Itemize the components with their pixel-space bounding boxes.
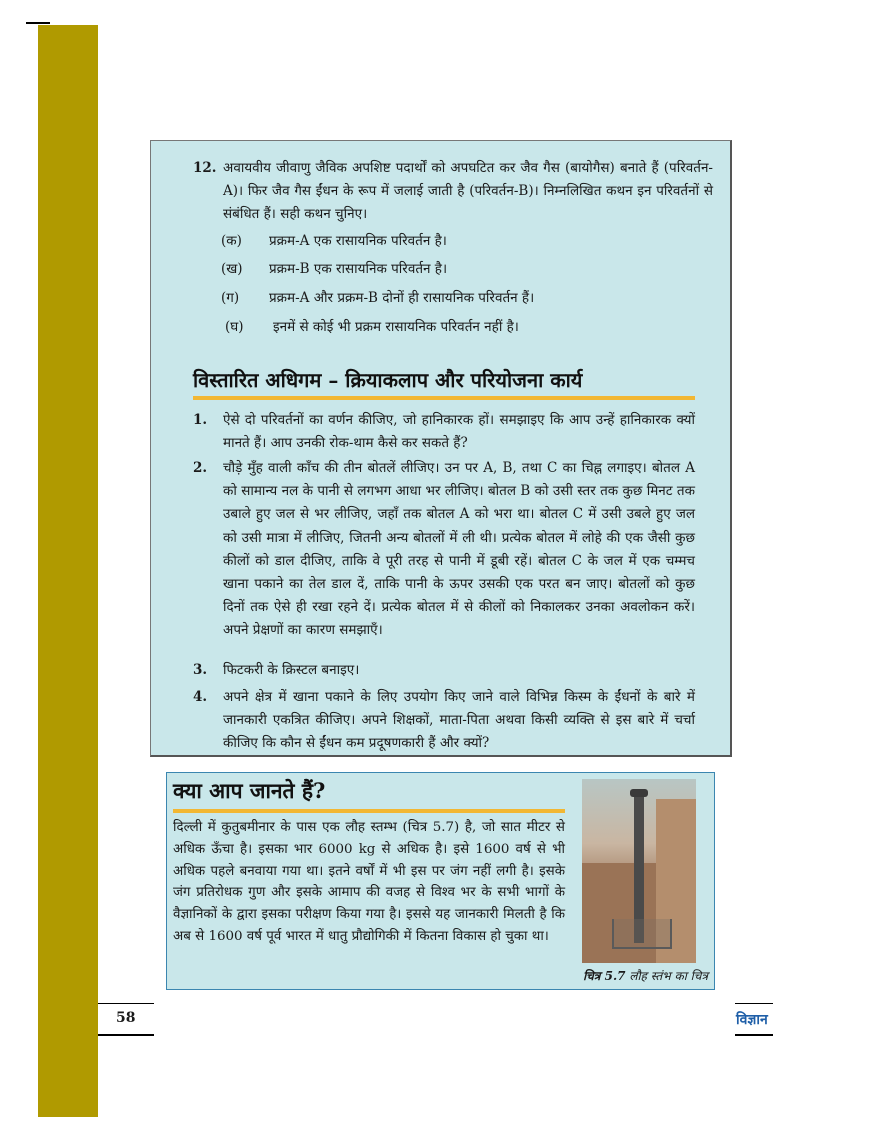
activity-item-2 [193, 457, 695, 643]
item-text: अपने क्षेत्र में खाना पकाने के लिए उपयोग किए जाने वाले विभिन्न किस्म के ईंधनों के बारे में जानकारी एकत्रित कीजिए। अपने शिक्षकों, माता-पिता अथवा किसी व्यक्ति से इस बारे में चर्चा कीजिए कि कौन से ईंधन कम प्रदूषणकारी हैं और क्यों? [223, 689, 695, 752]
option-text: प्रक्रम-A और प्रक्रम-B दोनों ही रासायनिक परिवर्तन हैं। [269, 290, 535, 306]
activity-item-1 [193, 409, 695, 455]
footer-rule-left-bottom [98, 1034, 154, 1036]
footer-rule-right-top [735, 1003, 773, 1004]
option-ka [221, 231, 447, 251]
figure-caption-label: चित्र 5.7 [583, 969, 626, 983]
figure-caption [583, 967, 708, 984]
item-number: 4. [193, 689, 208, 705]
pillar-railing [612, 919, 672, 949]
option-gha [225, 317, 519, 337]
section-title: विस्तारित अधिगम – क्रियाकलाप और परियोजना कार्य [193, 368, 583, 392]
activity-item-3 [193, 659, 695, 682]
question-text: अवायवीय जीवाणु जैविक अपशिष्ट पदार्थों को अपघटित कर जैव गैस (बायोगैस) बनाते हैं (परिवर्तन-A)। फिर जैव गैस ईंधन के रूप में जलाई जाती है (परिवर्तन-B)। निम्नलिखित कथन इन परिवर्तनों से संबंधित हैं। सही कथन चुनिए। [223, 160, 713, 222]
option-text: इनमें से कोई भी प्रक्रम रासायनिक परिवर्तन नहीं है। [273, 319, 519, 335]
did-you-know-underline [173, 809, 565, 813]
option-ga [221, 288, 534, 308]
question-12 [193, 157, 713, 226]
did-you-know-text: दिल्ली में कुतुबमीनार के पास एक लौह स्तम्भ (चित्र 5.7) है, जो सात मीटर से अधिक ऊँचा है। इसका भार 6000 kg से अधिक है। इसे 1600 वर्ष से भी अधिक पहले बनवाया गया था। इतने वर्षों में भी इस पर जंग नहीं लगी है। इसके जंग प्रतिरोधक गुण और इसके आमाप की वजह से विश्व भर के सभी भागों के वैज्ञानिकों के द्वारा इसका परीक्षण किया गया है। इससे यह जानकारी मिलती है कि अब से 1600 वर्ष पूर्व भारत में धातु प्रौद्योगिकी में कितना विकास हो चुका था। [173, 820, 565, 944]
option-text: प्रक्रम-A एक रासायनिक परिवर्तन है। [269, 233, 447, 249]
top-corner-rule [26, 22, 50, 24]
figure-caption-text: लौह स्तंभ का चित्र [629, 969, 708, 983]
item-number: 1. [193, 412, 208, 428]
option-label: (घ) [225, 319, 244, 335]
question-number: 12. [193, 160, 217, 176]
option-label: (क) [221, 233, 242, 249]
did-you-know-box [166, 772, 715, 990]
section-title-underline [193, 396, 695, 400]
iron-pillar-photo [582, 779, 696, 963]
footer-book-title: विज्ञान [736, 1012, 768, 1028]
pillar-capital [630, 789, 648, 797]
option-label: (ग) [221, 290, 240, 306]
item-text: फिटकरी के क्रिस्टल बनाइए। [223, 662, 360, 678]
page-number: 58 [116, 1010, 136, 1026]
exercise-panel [150, 140, 732, 757]
item-number: 3. [193, 662, 208, 678]
option-label: (ख) [221, 261, 243, 277]
option-kha [221, 259, 447, 279]
side-color-strip [38, 25, 98, 1117]
footer-rule-right-bottom [735, 1034, 773, 1036]
did-you-know-title: क्या आप जानते हैं? [173, 778, 326, 803]
footer-rule-left-top [98, 1003, 154, 1004]
item-number: 2. [193, 460, 208, 476]
option-text: प्रक्रम-B एक रासायनिक परिवर्तन है। [269, 261, 448, 277]
activity-item-4 [193, 686, 695, 756]
item-text: चौड़े मुँह वाली काँच की तीन बोतलें लीजिए। उन पर A, B, तथा C का चिह्न लगाइए। बोतल A को सामान्य नल के पानी से लगभग आधा भर लीजिए। बोतल B को उसी स्तर तक कुछ मिनट तक उबाले हुए जल से भर लीजिए, जहाँ तक बोतल A को भरा था। बोतल C में उसी उबले हुए जल को उसी मात्रा में लीजिए, जितनी अन्य बोतलों में ली थी। प्रत्येक बोतल में लोहे की एक जैसी कुछ कीलों को डाल दीजिए, ताकि वे पूरी तरह से पानी में डूबी रहें। बोतल C के जल में एक चम्मच खाना पकाने का तेल डाल दें, ताकि पानी के ऊपर उसकी एक परत बन जाए। बोतलों को कुछ दिनों तक ऐसे ही रखा रहने दें। प्रत्येक बोतल में से कीलों को निकालकर उनका अवलोकन करें। अपने प्रेक्षणों का कारण समझाएँ। [223, 460, 695, 639]
item-text: ऐसे दो परिवर्तनों का वर्णन कीजिए, जो हानिकारक हों। समझाइए कि आप उन्हें हानिकारक क्यों मानते हैं। आप उनकी रोक-थाम कैसे कर सकते हैं? [223, 412, 695, 452]
